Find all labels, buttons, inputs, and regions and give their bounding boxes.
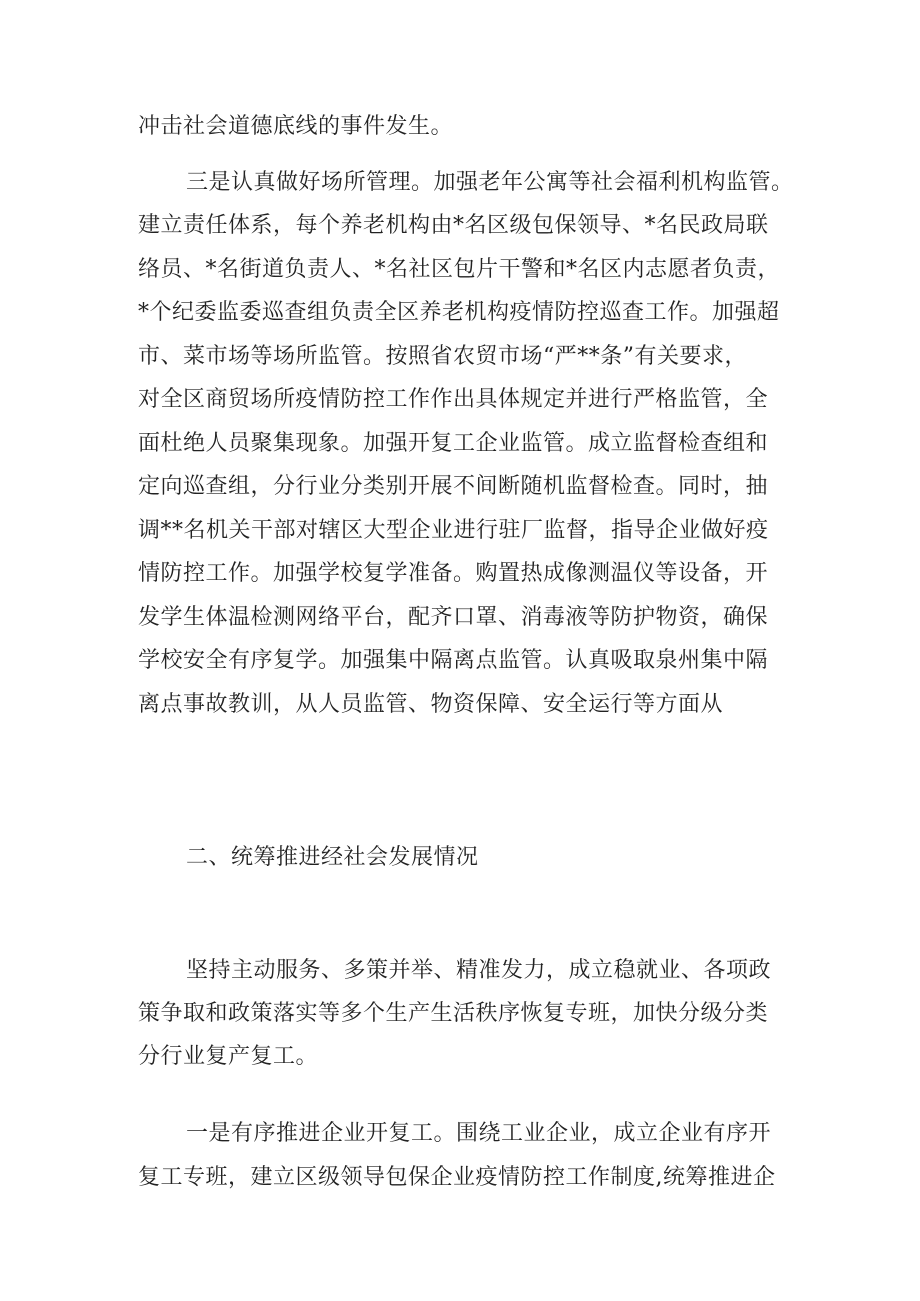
paragraph-line: 一是有序推进企业开复工。围绕工业企业，成立企业有序开: [186, 1121, 772, 1146]
paragraph-line: 三是认真做好场所管理。加强老年公寓等社会福利机构监管。: [186, 170, 794, 195]
paragraph-line: 离点事故教训，从人员监管、物资保障、安全运行等方面从: [138, 692, 724, 717]
paragraph-line: 复工专班，建立区级领导包保企业疫情防控工作制度,统筹推进企: [138, 1165, 776, 1190]
paragraph-line: 坚持主动服务、多策并举、精准发力，成立稳就业、各项政: [186, 958, 772, 983]
section-heading: 二、统筹推进经社会发展情况: [186, 845, 479, 870]
paragraph-line: 学校安全有序复学。加强集中隔离点监管。认真吸取泉州集中隔: [138, 648, 769, 673]
paragraph-line: 络员、*名街道负责人、*名社区包片干警和*名区内志愿者负责，: [138, 257, 781, 282]
paragraph-line: 冲击社会道德底线的事件发生。: [138, 114, 454, 139]
paragraph-line: 发学生体温检测网络平台，配齐口罩、消毒液等防护物资，确保: [138, 605, 769, 630]
paragraph-line: 对全区商贸场所疫情防控工作作出具体规定并进行严格监管，全: [138, 387, 769, 412]
paragraph-line: 策争取和政策落实等多个生产生活秩序恢复专班，加快分级分类: [138, 1001, 769, 1026]
paragraph-line: 情防控工作。加强学校复学准备。购置热成像测温仪等设备，开: [138, 561, 769, 586]
paragraph-line: 调**名机关干部对辖区大型企业进行驻厂监督，指导企业做好疫: [138, 518, 769, 543]
paragraph-line: 建立责任体系，每个养老机构由*名区级包保领导、*名民政局联: [138, 213, 769, 238]
paragraph-line: 面杜绝人员聚集现象。加强开复工企业监管。成立监督检查组和: [138, 431, 769, 456]
paragraph-line: *个纪委监委巡查组负责全区养老机构疫情防控巡查工作。加强超: [138, 300, 780, 325]
paragraph-line: 定向巡查组，分行业分类别开展不间断随机监督检查。同时，抽: [138, 474, 769, 499]
paragraph-line: 市、菜市场等场所监管。按照省农贸市场“严**条”有关要求，: [138, 344, 747, 369]
paragraph-line: 分行业复产复工。: [138, 1044, 319, 1069]
